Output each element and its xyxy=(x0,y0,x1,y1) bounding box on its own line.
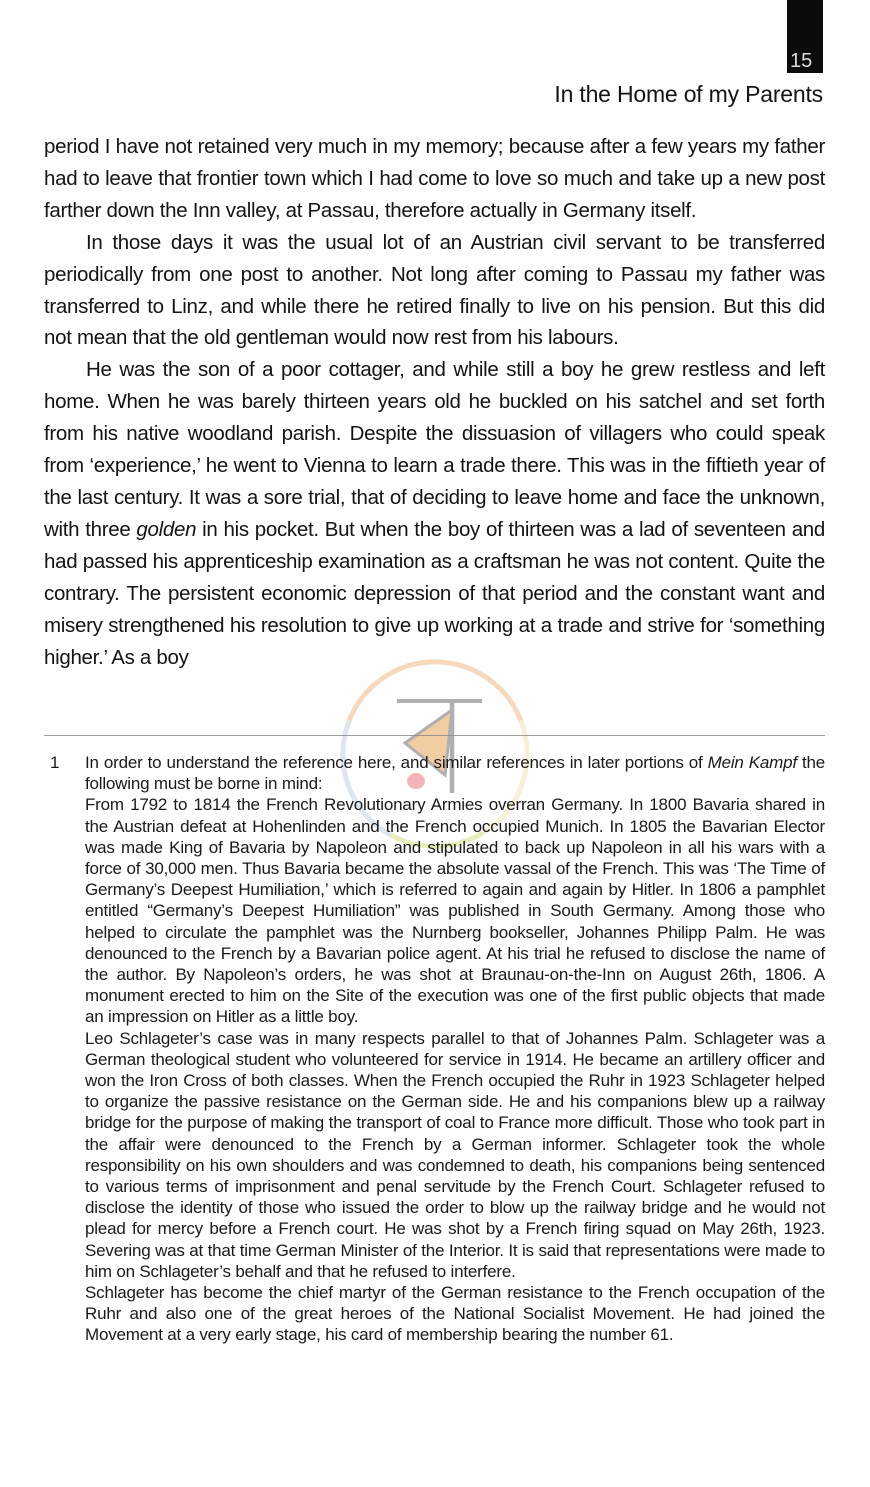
body-paragraph: period I have not retained very much in my memory; because after a few years my father had to leave that frontier town which I had come to love so much and take up a new post farther down the Inn valley, at Passau, therefore actually in Germany itself. xyxy=(44,135,825,222)
footnote-paragraph: From 1792 to 1814 the French Revolutionary Armies overran Germany. In 1800 Bavaria shared in the Austrian defeat at Hohenlinden and the French occupied Munich. In 1805 the Bavarian Elector was made King of Bavaria by Napoleon and stipulated to back up Napoleon in all his wars with a force of 30,000 men. Thus Bavaria became the absolute vassal of the French. This was ‘The Time of Germany’s Deepest Humiliation,’ which is referred to again and again by Hitler. In 1806 a pamphlet entitled “Germany’s Deepest Humiliation” was published in South Germany. Among those who helped to circulate the pamphlet was the Nurnberg bookseller, Johannes Philipp Palm. He was denounced to the French by a Bavarian police agent. At his trial he refused to disclose the name of the author. By Napoleon’s orders, he was shot at Braunau-on-the-Inn on August 26th, 1806. A monument erected to him on the Site of the execution was one of the first public objects that made an impression on Hitler as a little boy. xyxy=(85,795,825,1027)
body-text xyxy=(44,131,825,673)
footnote-paragraph: Leo Schlageter’s case was in many respects parallel to that of Johannes Palm. Schlageter was a German theological student who volunteered for service in 1914. He became an artillery officer and won the Iron Cross of both classes. When the French occupied the Ruhr in 1923 Schlageter helped to organize the passive resistance on the German side. He and his companions blew up a railway bridge for the purpose of making the transport of coal to France more difficult. Those who took part in the affair were denounced to the French by a German informer. Schlageter took the whole responsibility on his own shoulders and was condemned to death, his companions being sentenced to various terms of imprisonment and penal servitude by the French Court. Schlageter refused to disclose the identity of those who issued the order to blow up the railway bridge and he would not plead for mercy before a French court. He was shot by a French firing squad on May 26th, 1923. Severing was at that time German Minister of the Interior. It is said that representations were made to him on Schlageter’s behalf and that he refused to interfere. xyxy=(85,1028,825,1281)
footnote-paragraph: Schlageter has become the chief martyr of the German resistance to the French occupation of the Ruhr and also one of the great heroes of the National Socialist Movement. He had joined the Movement at a very early stage, his card of membership bearing the number 61. xyxy=(85,1283,825,1345)
page-number-tab xyxy=(787,0,823,73)
footnote-marker: 1 xyxy=(50,753,60,772)
page-number: 15 xyxy=(790,50,813,72)
running-header: In the Home of my Parents xyxy=(554,81,823,107)
footnote-paragraph: In order to understand the reference here, and similar references in later portions of Mein Kampf the following must be borne in mind: xyxy=(85,753,826,794)
footnote-divider xyxy=(44,735,825,736)
body-paragraph: He was the son of a poor cottager, and while still a boy he grew restless and left home. When he was barely thirteen years old he buckled on his satchel and set forth from his native woodland parish. Despite the dissuasion of villagers who could speak from ‘experience,’ he went to Vienna to learn a trade there. This was in the fiftieth year of the last century. It was a sore trial, that of deciding to leave home and face the unknown, with three golden in his pocket. But when the boy of thirteen was a lad of seventeen and had passed his apprenticeship examination as a craftsman he was not content. Quite the contrary. The persistent economic depression of that period and the constant want and misery strengthened his resolution to give up working at a trade and strive for ‘something higher.’ As a boy xyxy=(44,358,826,669)
footnote-text xyxy=(85,752,825,1346)
body-paragraph: In those days it was the usual lot of an Austrian civil servant to be transferred periodically from one post to another. Not long after coming to Passau my father was transferred to Linz, and while there he retired finally to live on his pension. But this did not mean that the old gentleman would now rest from his labours. xyxy=(44,230,825,350)
